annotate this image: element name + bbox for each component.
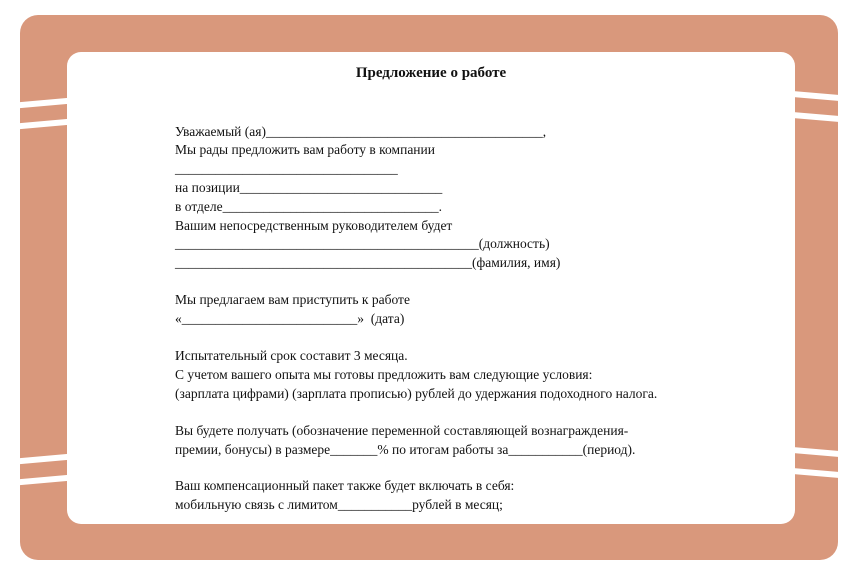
manager-intro-line: Вашим непосредственным руководителем будет — [175, 218, 453, 233]
manager-position-line: _____________________________________________(должность) — [175, 236, 550, 251]
probation-line: Испытательный срок составит 3 месяца. — [175, 348, 408, 363]
mobile-limit-line: мобильную связь с лимитом___________рублей в месяц; — [175, 497, 503, 512]
department-line: в отделе________________________________. — [175, 199, 443, 214]
conditions-intro-line: С учетом вашего опыта мы готовы предложить вам следующие условия: — [175, 367, 593, 382]
start-work-line: Мы предлагаем вам приступить к работе — [175, 292, 410, 307]
bonus-line-2: премии, бонусы) в размере_______% по итогам работы за___________(период). — [175, 442, 636, 457]
company-blank-line: _________________________________ — [175, 161, 398, 176]
start-date-line: «__________________________» (дата) — [175, 311, 405, 326]
salary-line: (зарплата цифрами) (зарплата прописью) рублей до удержания подоходного налога. — [175, 386, 658, 401]
document-title: Предложение о работе — [355, 65, 507, 81]
bonus-line-1: Вы будете получать (обозначение переменной составляющей вознаграждения- — [175, 423, 629, 438]
manager-name-line: ____________________________________________(фамилия, имя) — [175, 255, 561, 270]
compensation-intro-line: Ваш компенсационный пакет также будет включать в себя: — [175, 478, 515, 493]
document-page — [67, 52, 795, 524]
salutation-line: Уважаемый (ая)_________________________________________, — [175, 124, 547, 139]
company-intro-line: Мы рады предложить вам работу в компании — [175, 142, 435, 157]
position-line: на позиции______________________________ — [175, 180, 443, 195]
